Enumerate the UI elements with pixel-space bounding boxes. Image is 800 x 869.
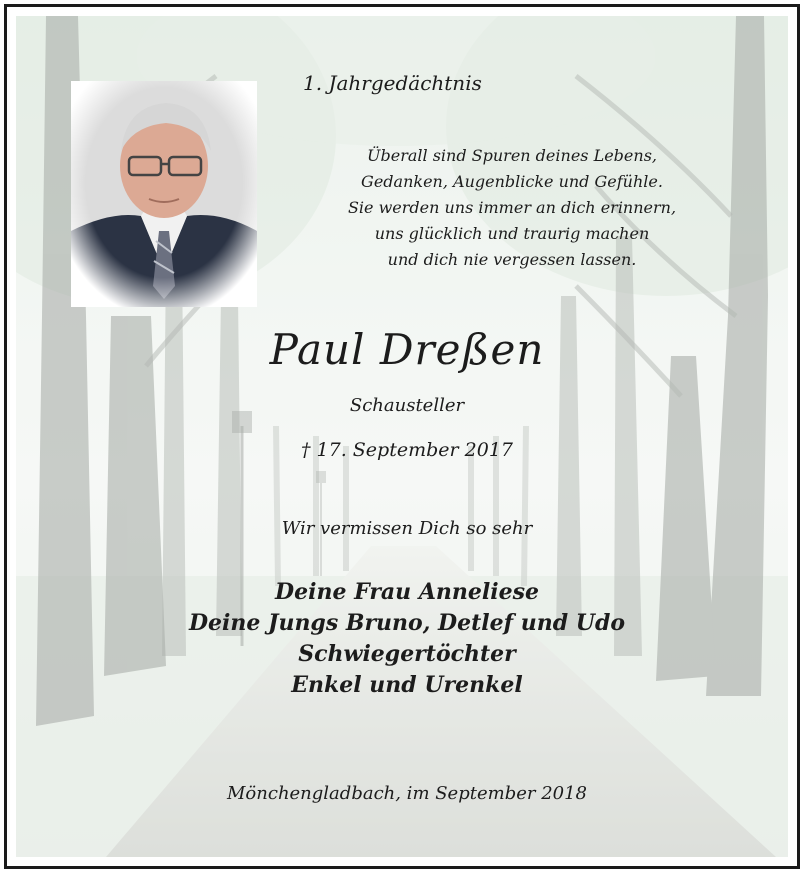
family-signatures: [107, 577, 707, 701]
notice-frame: [4, 4, 800, 869]
deceased-name: Paul Dreßen: [269, 325, 545, 374]
place-and-date: Mönchengladbach, im September 2018: [227, 783, 587, 804]
anniversary-heading: 1. Jahrgedächtnis: [303, 71, 482, 95]
missing-text: Wir vermissen Dich so sehr: [281, 518, 533, 539]
death-date: † 17. September 2017: [301, 439, 513, 461]
verse-line: Sie werden uns immer an dich erinnern,: [347, 198, 677, 217]
memorial-verse: [337, 143, 687, 273]
family-line: Deine Frau Anneliese: [275, 579, 539, 605]
family-line: Enkel und Urenkel: [291, 672, 523, 698]
portrait-photo: [71, 81, 257, 307]
portrait-photo-icon: [71, 81, 257, 307]
occupation: Schausteller: [349, 395, 465, 416]
verse-line: Gedanken, Augenblicke und Gefühle.: [361, 172, 663, 191]
verse-line: Überall sind Spuren deines Lebens,: [367, 146, 657, 165]
family-line: Schwiegertöchter: [298, 641, 516, 667]
family-line: Deine Jungs Bruno, Detlef und Udo: [188, 610, 626, 636]
verse-line: und dich nie vergessen lassen.: [387, 250, 637, 269]
verse-line: uns glücklich und traurig machen: [374, 224, 650, 243]
